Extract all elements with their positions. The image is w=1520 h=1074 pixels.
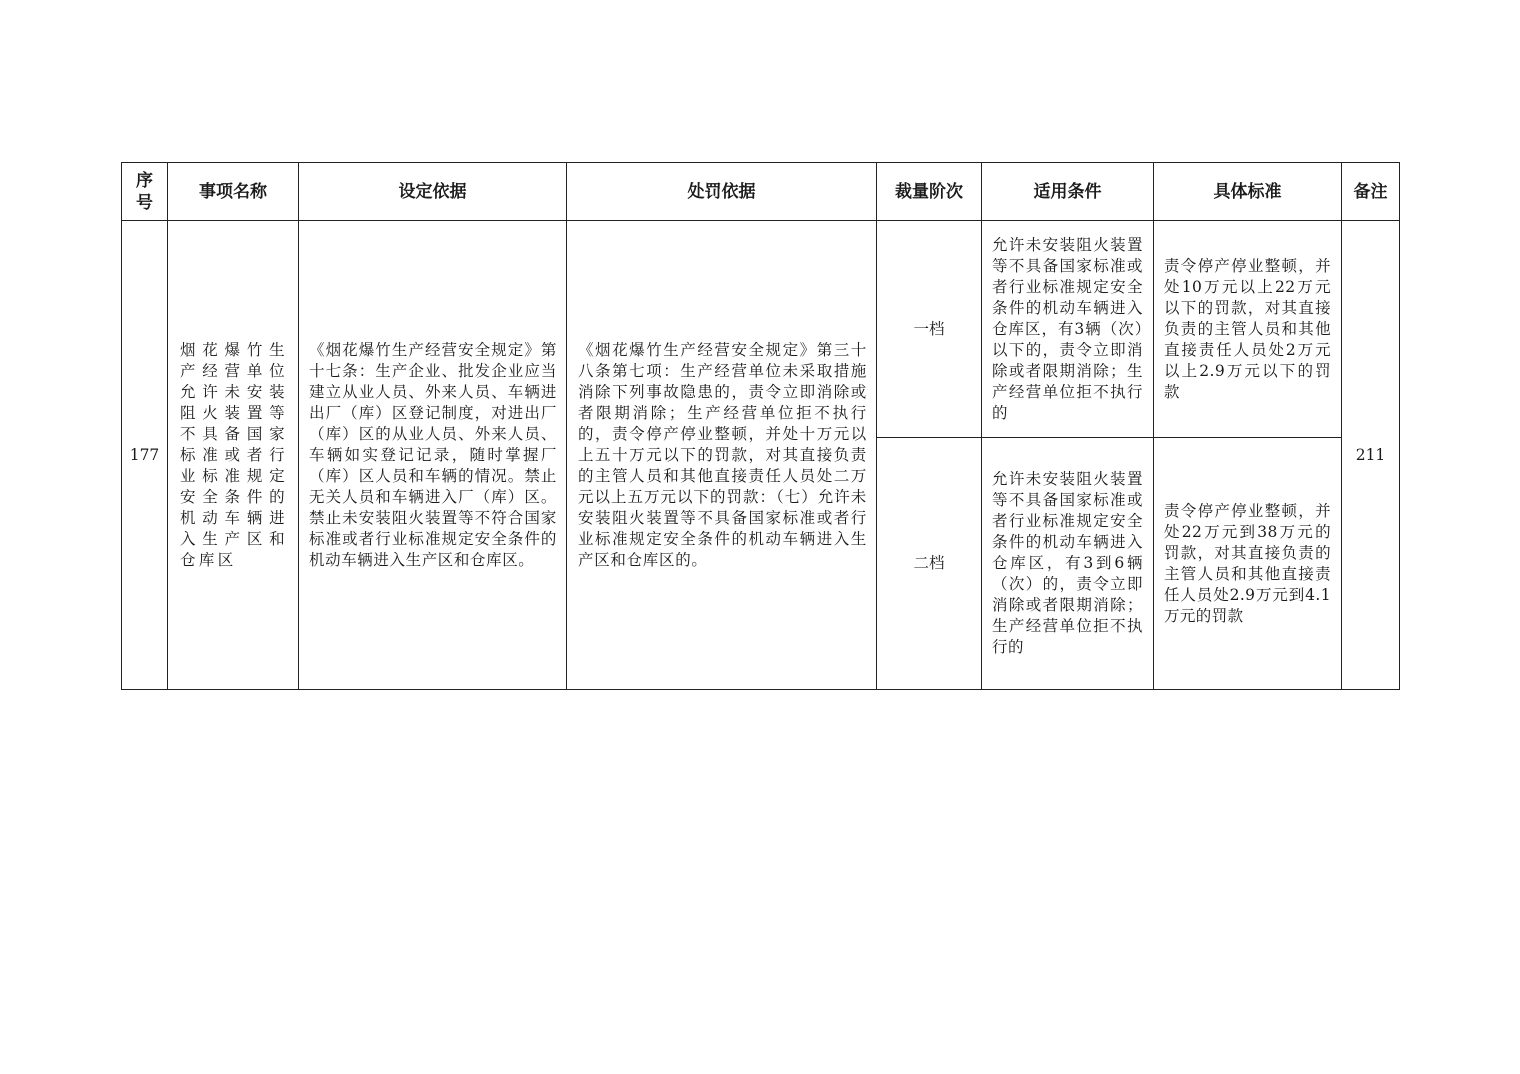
- condition-1-text: 允许未安装阻火装置等不具备国家标准或者行业标准规定安全条件的机动车辆进入仓库区，有3辆（次）以下的，责令立即消除或者限期消除；生产经营单位拒不执行的: [992, 235, 1143, 422]
- cell-seq: 177: [122, 221, 168, 690]
- header-standard: 具体标准: [1154, 163, 1342, 221]
- table-row: [122, 221, 1400, 438]
- standard-1-text: 责令停产停业整顿，并处10万元以上22万元以下的罚款，对其直接负责的主管人员和其他直接责任人员处2万元以上2.9万元以下的罚款: [1164, 256, 1331, 401]
- header-condition: 适用条件: [982, 163, 1154, 221]
- header-tier: 裁量阶次: [877, 163, 982, 221]
- condition-2-text: 允许未安装阻火装置等不具备国家标准或者行业标准规定安全条件的机动车辆进入仓库区，有3到6辆（次）的，责令立即消除或者限期消除；生产经营单位拒不执行的: [992, 470, 1143, 656]
- header-seq: 序 号: [122, 163, 168, 221]
- table-header-row: [122, 163, 1400, 221]
- penalty-basis-text: 《烟花爆竹生产经营安全规定》第三十八条第七项：生产经营单位未采取措施消除下列事故隐患的，责令立即消除或者限期消除；生产经营单位拒不执行的，责令停产停业整顿，并处十万元以上五十万元以下的罚款，对其直接负责的主管人员和其他直接责任人员处二万元以上五万元以下的罚款：（七）允许未安装阻火装置等不具备国家标准或者行业标准规定安全条件的机动车辆进入生产区和仓库区的。: [578, 340, 867, 569]
- cell-item-name: [168, 221, 299, 690]
- legal-basis-text: 《烟花爆竹生产经营安全规定》第十七条：生产企业、批发企业应当建立从业人员、外来人员、车辆进出厂（库）区登记制度，对进出厂（库）区的从业人员、外来人员、车辆如实登记记录，随时掌握厂（库）区人员和车辆的情况。禁止无关人员和车辆进入厂（库）区。禁止未安装阻火装置等不符合国家标准或者行业标准规定安全条件的机动车辆进入生产区和仓库区。: [309, 340, 557, 569]
- cell-standard-1: [1154, 221, 1342, 438]
- cell-legal-basis: [299, 221, 567, 690]
- cell-condition-1: [982, 221, 1154, 438]
- cell-tier-2: 二档: [877, 438, 982, 690]
- header-item-name: 事项名称: [168, 163, 299, 221]
- item-name-text: 烟花爆竹生产经营单位允许未安装阻火装置等不具备国家标准或者行业标准规定安全条件的机动车辆进入生产区和仓库区: [180, 340, 288, 569]
- cell-penalty-basis: [567, 221, 877, 690]
- cell-remark: 211: [1342, 221, 1400, 690]
- cell-tier-1: 一档: [877, 221, 982, 438]
- header-penalty-basis: 处罚依据: [567, 163, 877, 221]
- standard-2-text: 责令停产停业整顿，并处22万元到38万元的罚款，对其直接负责的主管人员和其他直接责任人员处2.9万元到4.1万元的罚款: [1164, 501, 1331, 625]
- header-legal-basis: 设定依据: [299, 163, 567, 221]
- cell-standard-2: [1154, 438, 1342, 690]
- penalty-discretion-table: [121, 162, 1400, 690]
- header-remark: 备注: [1342, 163, 1400, 221]
- cell-condition-2: [982, 438, 1154, 690]
